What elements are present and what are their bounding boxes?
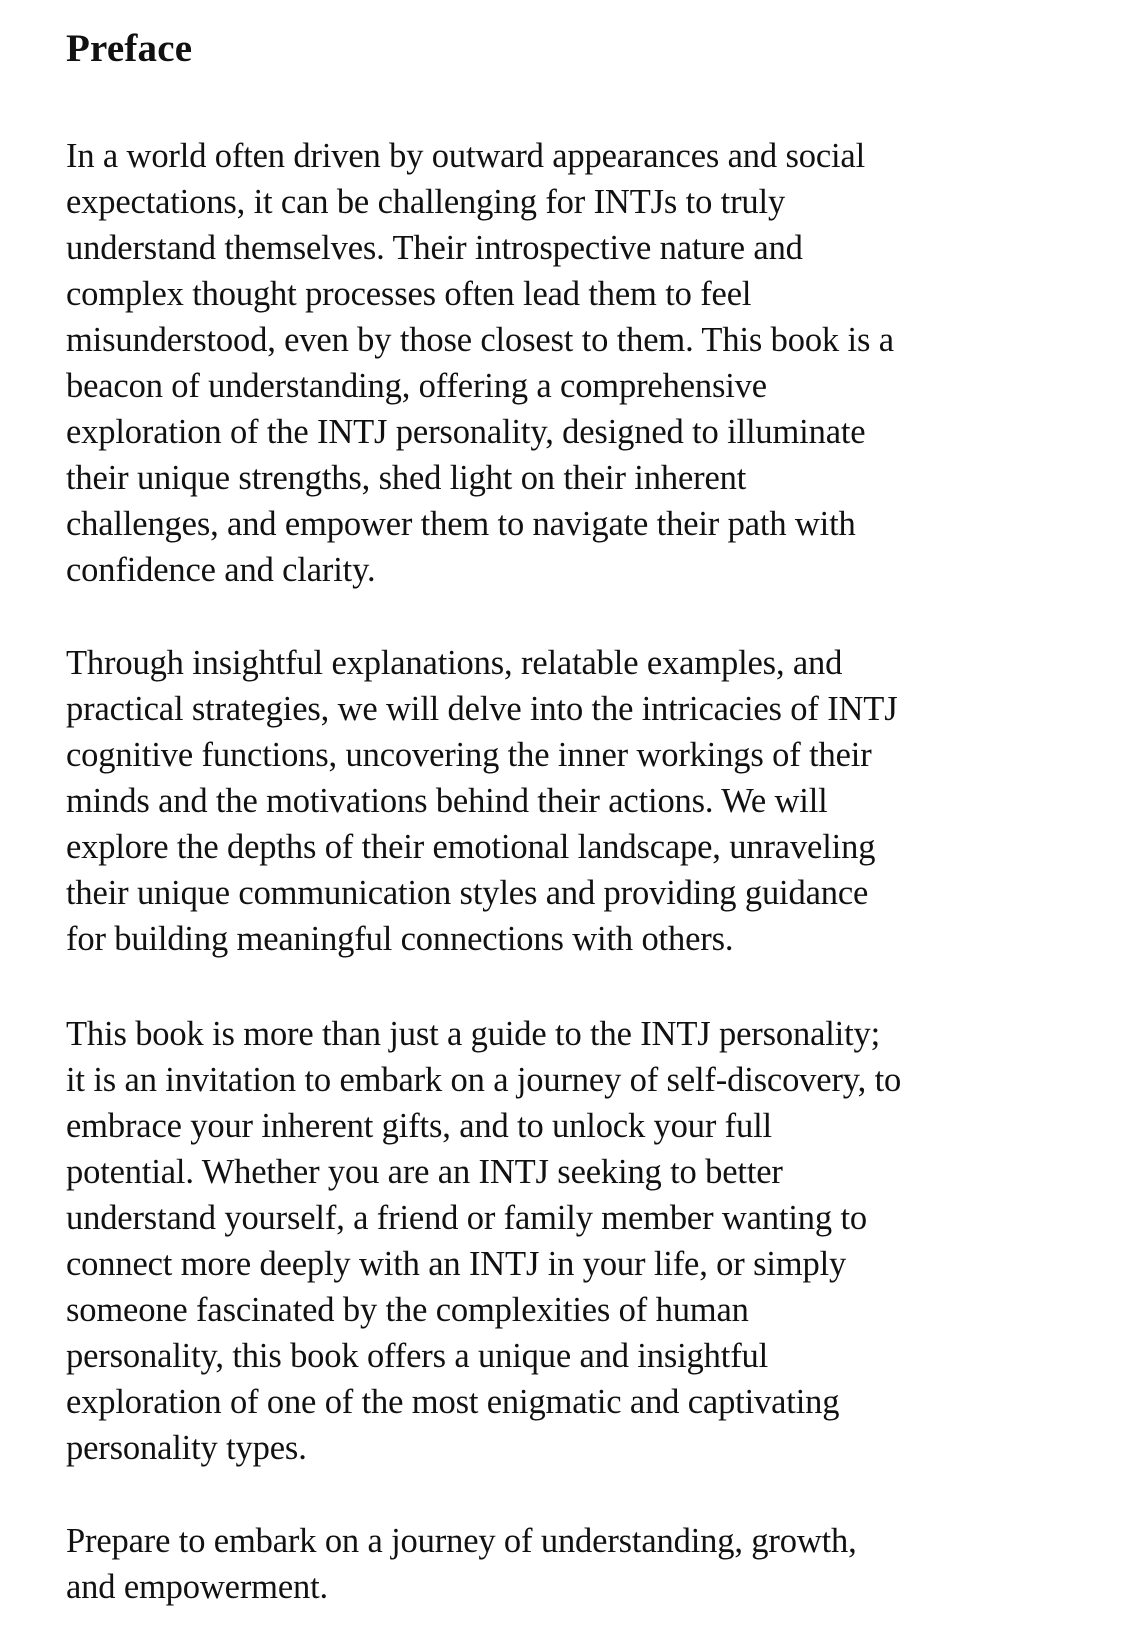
paragraph-line: understand yourself, a friend or family member wanting to xyxy=(66,1199,868,1237)
paragraph-line: minds and the motivations behind their actions. We will xyxy=(66,782,828,820)
paragraph-line: practical strategies, we will delve into the intricacies of INTJ xyxy=(66,690,898,728)
paragraph-line: embrace your inherent gifts, and to unlock your full xyxy=(66,1107,772,1145)
paragraph-line: exploration of one of the most enigmatic and captivating xyxy=(66,1383,840,1421)
paragraph-line: their unique communication styles and providing guidance xyxy=(66,874,869,912)
paragraph-line: and empowerment. xyxy=(66,1568,329,1606)
paragraph-line: personality, this book offers a unique and insightful xyxy=(66,1337,769,1375)
paragraph-line: their unique strengths, shed light on their inherent xyxy=(66,459,747,497)
paragraph-line: expectations, it can be challenging for INTJs to truly xyxy=(66,183,786,221)
paragraph-line: exploration of the INTJ personality, designed to illuminate xyxy=(66,413,866,451)
paragraph-2 xyxy=(66,640,898,962)
paragraph-1 xyxy=(66,133,894,593)
paragraph-line: personality types. xyxy=(66,1429,307,1467)
paragraph-line: someone fascinated by the complexities of human xyxy=(66,1291,749,1329)
paragraph-line: understand themselves. Their introspective nature and xyxy=(66,229,803,267)
paragraph-line: In a world often driven by outward appearances and social xyxy=(66,137,866,175)
paragraph-line: potential. Whether you are an INTJ seeking to better xyxy=(66,1153,783,1191)
paragraph-line: confidence and clarity. xyxy=(66,551,376,589)
paragraph-line: complex thought processes often lead them to feel xyxy=(66,275,752,313)
paragraph-line: it is an invitation to embark on a journey of self-discovery, to xyxy=(66,1061,902,1099)
paragraph-line: misunderstood, even by those closest to them. This book is a xyxy=(66,321,894,359)
paragraph-line: cognitive functions, uncovering the inner workings of their xyxy=(66,736,872,774)
paragraph-line: challenges, and empower them to navigate their path with xyxy=(66,505,856,543)
paragraph-3 xyxy=(66,1011,901,1471)
paragraph-line: beacon of understanding, offering a comprehensive xyxy=(66,367,767,405)
paragraph-line: explore the depths of their emotional landscape, unraveling xyxy=(66,828,876,866)
paragraph-line: This book is more than just a guide to the INTJ personality; xyxy=(66,1015,881,1053)
paragraph-line: Prepare to embark on a journey of understanding, growth, xyxy=(66,1522,857,1560)
paragraph-line: Through insightful explanations, relatable examples, and xyxy=(66,644,843,682)
paragraph-line: connect more deeply with an INTJ in your life, or simply xyxy=(66,1245,847,1283)
preface-heading: Preface xyxy=(66,27,193,70)
paragraph-line: for building meaningful connections with others. xyxy=(66,920,734,958)
paragraph-4 xyxy=(66,1518,857,1610)
